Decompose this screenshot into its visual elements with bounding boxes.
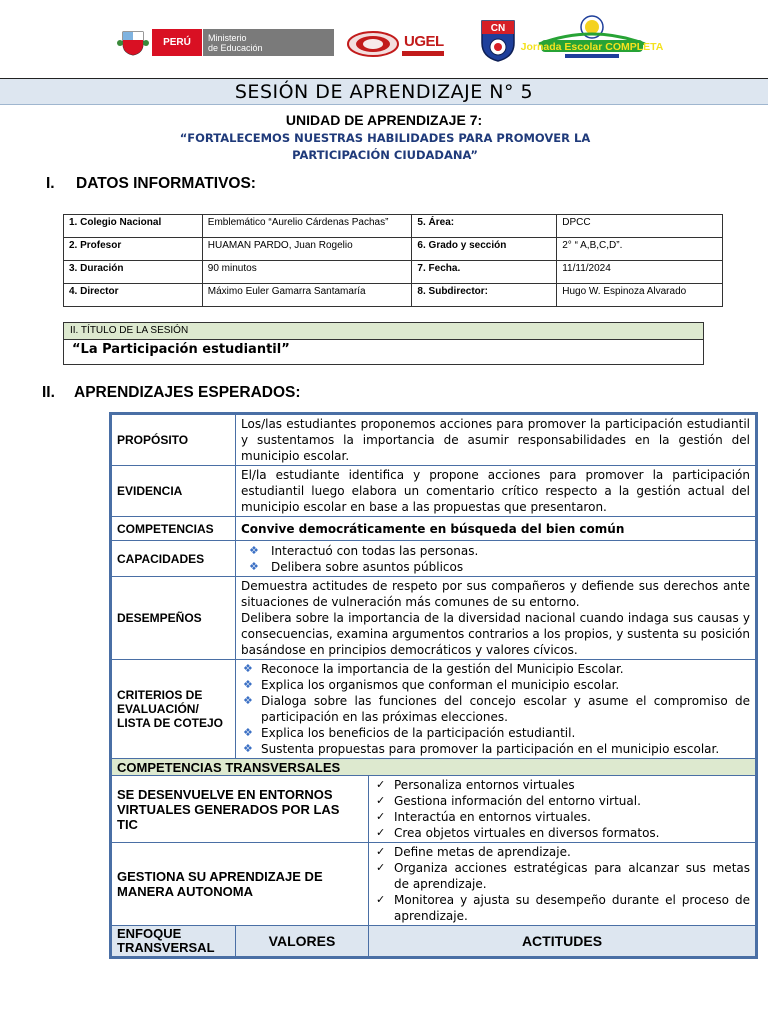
peru-shield-logo xyxy=(116,29,150,56)
unit-title: UNIDAD DE APRENDIZAJE 7: xyxy=(285,112,483,128)
enfoque-label: ENFOQUE TRANSVERSAL xyxy=(112,926,236,957)
ministerio-line2: de Educación xyxy=(208,42,263,53)
tic-text: Gestiona información del entorno virtual. xyxy=(394,794,641,808)
autonoma-label: GESTIONA SU APRENDIZAJE DE MANERA AUTONOMA xyxy=(112,843,369,926)
datos-label: 6. Grado y sección xyxy=(412,238,557,261)
table-row xyxy=(112,926,756,957)
tic-label: SE DESENVUELVE EN ENTORNOS VIRTUALES GENERADOS POR LAS TIC xyxy=(112,776,369,843)
peru-brand-box xyxy=(152,29,202,56)
table-row xyxy=(112,517,756,541)
datos-informativos-table xyxy=(63,214,723,307)
unit-subtitle: “FORTALECEMOS NUESTRAS HABILIDADES PARA PROMOVER LA PARTICIPACIÓN CIUDADANA” xyxy=(179,131,591,162)
autonoma-list xyxy=(374,844,750,924)
table-row xyxy=(64,261,723,284)
datos-value: Emblemático “Aurelio Cárdenas Pachas” xyxy=(202,215,412,238)
competencias-text: Convive democráticamente en búsqueda del bien común xyxy=(236,517,756,541)
ministerio-brand-box xyxy=(203,29,334,56)
list-item xyxy=(241,741,750,757)
autonoma-text: Organiza acciones estratégicas para alcanzar sus metas de aprendizaje. xyxy=(394,861,750,891)
table-row xyxy=(112,466,756,517)
check-icon: ✓ xyxy=(376,861,386,874)
evidencia-text: El/la estudiante identifica y propone acciones para promover la participación estudiantil luego elabora un comentario crítico respecto a la gestión actual del municipio escolar en base a las propuestas que presentaron. xyxy=(236,466,756,517)
proposito-text: Los/las estudiantes proponemos acciones para promover la participación estudiantil y sustentamos la importancia de asumir responsabilidades en la gestión del municipio escolar. xyxy=(236,415,756,466)
check-icon: ✓ xyxy=(376,778,386,791)
section-datos-heading xyxy=(46,175,256,193)
proposito-label: PROPÓSITO xyxy=(112,415,236,466)
list-item xyxy=(374,793,750,809)
check-icon: ✓ xyxy=(376,794,386,807)
datos-value: HUAMAN PARDO, Juan Rogelio xyxy=(202,238,412,261)
session-title-bar xyxy=(0,78,768,105)
tic-cell xyxy=(369,776,756,843)
tic-text: Crea objetos virtuales en diversos formatos. xyxy=(394,826,660,840)
actitudes-header: ACTITUDES xyxy=(369,926,756,957)
section-datos-number: I. xyxy=(46,175,55,192)
datos-value: Hugo W. Espinoza Alvarado xyxy=(557,284,723,307)
table-row xyxy=(64,215,723,238)
peru-text: PERÚ xyxy=(163,37,191,48)
jec-text: Jornada Escolar COMPLETA xyxy=(520,41,664,53)
autonoma-text: Define metas de aprendizaje. xyxy=(394,845,571,859)
datos-label: 3. Duración xyxy=(64,261,203,284)
criterios-label: CRITERIOS DE EVALUACIÓN/ LISTA DE COTEJO xyxy=(112,660,236,759)
section-aprendizajes-heading xyxy=(42,384,301,402)
criterios-cell xyxy=(236,660,756,759)
table-row xyxy=(64,284,723,307)
section-datos-title: DATOS INFORMATIVOS: xyxy=(76,175,256,192)
autonoma-cell xyxy=(369,843,756,926)
diamond-bullet-icon: ❖ xyxy=(243,694,253,707)
table-row xyxy=(112,759,756,776)
datos-label: 8. Subdirector: xyxy=(412,284,557,307)
datos-label: 5. Área: xyxy=(412,215,557,238)
diamond-bullet-icon: ❖ xyxy=(243,678,253,691)
table-row xyxy=(112,660,756,759)
list-item xyxy=(374,777,750,793)
desempenos-cell xyxy=(236,577,756,660)
capacidades-list xyxy=(241,543,750,575)
desempenos-label: DESEMPEÑOS xyxy=(112,577,236,660)
list-item xyxy=(241,559,750,575)
criterios-list xyxy=(241,661,750,757)
tic-list xyxy=(374,777,750,841)
colegio-nacional-shield-logo xyxy=(474,19,522,63)
capacidad-text: Interactuó con todas las personas. xyxy=(271,543,479,558)
criterio-text: Dialoga sobre las funciones del concejo escolar y asume el compromiso de participación en las próximas elecciones. xyxy=(261,694,750,724)
datos-label: 7. Fecha. xyxy=(412,261,557,284)
table-row xyxy=(112,415,756,466)
tic-text: Interactúa en entornos virtuales. xyxy=(394,810,591,824)
datos-value: 11/11/2024 xyxy=(557,261,723,284)
check-icon: ✓ xyxy=(376,845,386,858)
list-item xyxy=(241,693,750,725)
diamond-bullet-icon: ❖ xyxy=(243,726,253,739)
list-item xyxy=(241,543,750,559)
diamond-bullet-icon: ❖ xyxy=(249,543,259,557)
datos-value: 90 minutos xyxy=(202,261,412,284)
datos-value: 2° “ A,B,C,D”. xyxy=(557,238,723,261)
aprendizajes-table-wrapper xyxy=(109,412,758,959)
valores-header: VALORES xyxy=(236,926,369,957)
capacidades-label: CAPACIDADES xyxy=(112,541,236,577)
criterio-text: Sustenta propuestas para promover la participación en el municipio escolar. xyxy=(261,742,720,756)
competencias-label: COMPETENCIAS xyxy=(112,517,236,541)
cn-text: CN xyxy=(490,23,506,34)
ministerio-line1: Ministerio xyxy=(208,32,247,43)
table-row xyxy=(112,776,756,843)
check-icon: ✓ xyxy=(376,826,386,839)
evidencia-label: EVIDENCIA xyxy=(112,466,236,517)
titulo-sesion-label: II. TÍTULO DE LA SESIÓN xyxy=(64,323,703,340)
check-icon: ✓ xyxy=(376,810,386,823)
jornada-escolar-completa-logo xyxy=(520,14,664,60)
diamond-bullet-icon: ❖ xyxy=(249,559,259,573)
criterio-text: Explica los beneficios de la participación estudiantil. xyxy=(261,726,576,740)
list-item xyxy=(374,825,750,841)
datos-label: 2. Profesor xyxy=(64,238,203,261)
datos-value: Máximo Euler Gamarra Santamaría xyxy=(202,284,412,307)
section-aprendizajes-number: II. xyxy=(42,384,55,401)
desempeno-text: Demuestra actitudes de respeto por sus compañeros y defiende sus derechos ante situaciones de vulneración más comunes de su entorno. xyxy=(241,579,750,609)
list-item xyxy=(374,860,750,892)
list-item xyxy=(374,809,750,825)
transversales-band: COMPETENCIAS TRANSVERSALES xyxy=(112,759,756,776)
list-item xyxy=(241,661,750,677)
table-row xyxy=(112,843,756,926)
tic-text: Personaliza entornos virtuales xyxy=(394,778,575,792)
list-item xyxy=(241,677,750,693)
table-row xyxy=(112,577,756,660)
datos-value: DPCC xyxy=(557,215,723,238)
autonoma-text: Monitorea y ajusta su desempeño durante el proceso de aprendizaje. xyxy=(394,893,750,923)
session-title: SESIÓN DE APRENDIZAJE N° 5 xyxy=(234,80,534,103)
titulo-sesion-box xyxy=(63,322,704,365)
ugel-text: UGEL xyxy=(404,33,444,50)
capacidades-cell xyxy=(236,541,756,577)
datos-label: 4. Director xyxy=(64,284,203,307)
criterio-text: Reconoce la importancia de la gestión del Municipio Escolar. xyxy=(261,662,624,676)
criterio-text: Explica los organismos que conforman el municipio escolar. xyxy=(261,678,620,692)
aprendizajes-table xyxy=(111,414,756,957)
table-row xyxy=(64,238,723,261)
list-item xyxy=(241,725,750,741)
list-item xyxy=(374,844,750,860)
desempeno-text: Delibera sobre la importancia de la diversidad nacional cuando indaga sus causas y consecuencias, examina argumentos contrarios a los propios, y sustenta su posición basándose en principios democráticos y valores cívicos. xyxy=(241,611,750,657)
section-aprendizajes-title: APRENDIZAJES ESPERADOS: xyxy=(74,384,301,401)
check-icon: ✓ xyxy=(376,893,386,906)
table-row xyxy=(112,541,756,577)
titulo-sesion-value: “La Participación estudiantil” xyxy=(72,342,290,357)
datos-label: 1. Colegio Nacional xyxy=(64,215,203,238)
capacidad-text: Delibera sobre asuntos públicos xyxy=(271,559,464,574)
diamond-bullet-icon: ❖ xyxy=(243,662,253,675)
list-item xyxy=(374,892,750,924)
diamond-bullet-icon: ❖ xyxy=(243,742,253,755)
